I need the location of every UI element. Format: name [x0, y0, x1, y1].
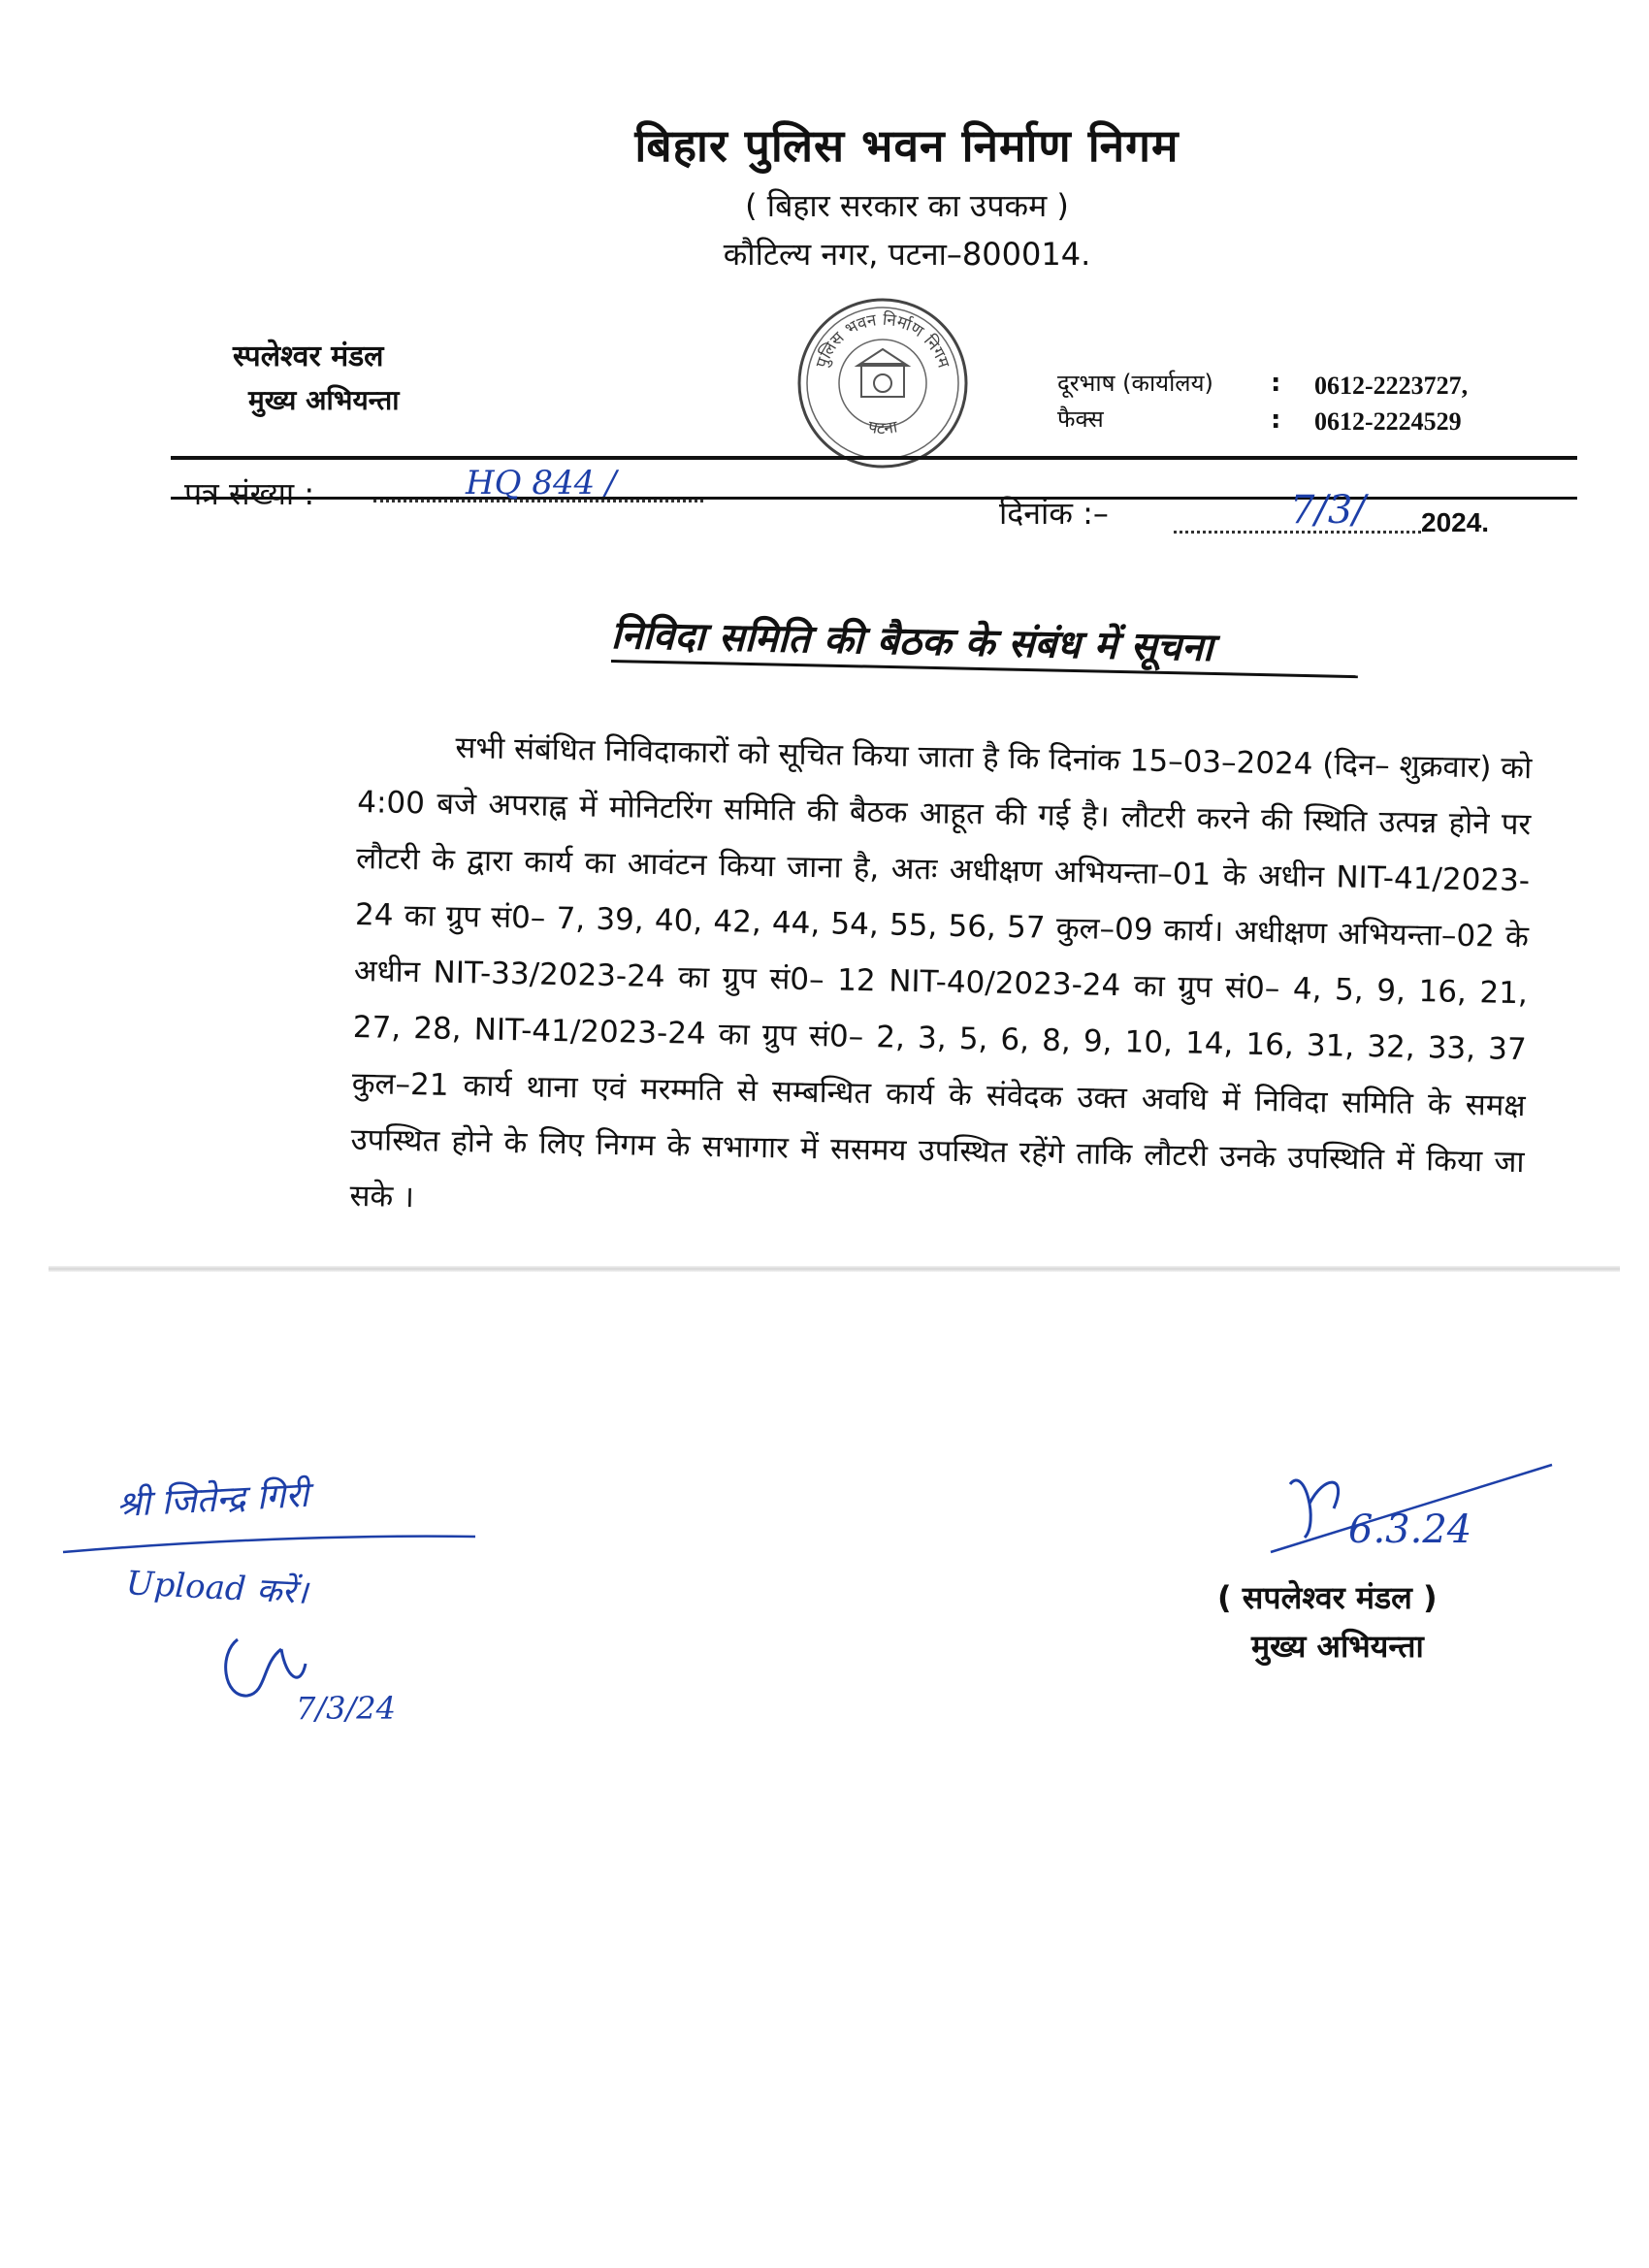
- organization-subtitle: ( बिहार सरकार का उपकम ): [745, 187, 1069, 224]
- date-label: दिनांक :–: [999, 495, 1109, 532]
- signatory-designation: मुख्य अभियन्ता: [1251, 1628, 1424, 1665]
- signature-scribble: [1251, 1445, 1571, 1571]
- svg-text:पटना: [866, 417, 899, 438]
- fax-label: फैक्स: [1057, 405, 1104, 433]
- fax-number: 0612-2224529: [1314, 407, 1462, 436]
- officer-name: स्पलेश्वर मंडल: [233, 340, 384, 373]
- handwritten-note-instruction: Upload करें।: [124, 1564, 309, 1612]
- handwritten-note-name: श्री जितेन्द्र गिरी: [115, 1474, 310, 1526]
- signature-date: 6.3.24: [1348, 1507, 1472, 1552]
- seal-bottom-text: पटना: [866, 417, 899, 439]
- seal-top-text: पुलिस भवन निर्माण निगम: [812, 309, 954, 371]
- organization-name: बिहार पुलिस भवन निर्माण निगम: [634, 119, 1180, 172]
- date-year: 2024.: [1421, 507, 1490, 537]
- notice-title: निविदा समिति की बैठक के संबंध में सूचना: [610, 613, 1214, 670]
- letter-number-label: पत्र संख्या :: [184, 475, 315, 512]
- handwritten-note-date: 7/3/24: [296, 1690, 396, 1727]
- signatory-name: ( सपलेश्वर मंडल ): [1217, 1579, 1438, 1616]
- letter-number-handwritten: HQ 844 /: [466, 464, 617, 502]
- phone-separator: :: [1271, 369, 1281, 398]
- organization-address: कौटिल्य नगर, पटना–800014.: [723, 236, 1091, 273]
- notice-body: [349, 718, 1533, 1247]
- header-rule-thick: [171, 456, 1577, 460]
- official-seal: [795, 296, 970, 470]
- fax-separator: :: [1271, 405, 1281, 435]
- notice-body-text: सभी संबंधित निविदाकारों को सूचित किया जाता है कि दिनांक 15–03–2024 (दिन– शुक्रवार) को 4:00 बजे अपराह्न में मोनिटरिंग समिति की बैठक आहूत की गई है। लौटरी करने की स्थिति उत्पन्न होने पर लौटरी के द्वारा कार्य का आवंटन किया जाना है, अतः अधीक्षण अभियन्ता–01 के अधीन NIT-41/2023-24 का ग्रुप सं0– 7, 39, 40, 42, 44, 54, 55, 56, 57 कुल–09 कार्य। अधीक्षण अभियन्ता–02 के अधीन NIT-33/2023-24 का ग्रुप सं0– 12 NIT-40/2023-24 का ग्रुप सं0– 4, 5, 9, 16, 21, 27, 28, NIT-41/2023-24 का ग्रुप सं0– 2, 3, 5, 6, 8, 9, 10, 14, 16, 31, 32, 33, 37 कुल–21 कार्य थाना एवं मरम्मति से सम्बन्धित कार्य के संवेदक उक्त अवधि में निविदा समिति के समक्ष उपस्थित होने के लिए निगम के सभागार में ससमय उपस्थित रहेंगे ताकि लौटरी उनके उपस्थिति में किया जा सके ।: [349, 729, 1533, 1215]
- paper-fold-mark: [48, 1266, 1620, 1272]
- officer-designation: मुख्य अभियन्ता: [248, 384, 400, 416]
- phone-label: दूरभाष (कार्यालय): [1057, 370, 1213, 397]
- phone-number: 0612-2223727,: [1314, 372, 1469, 400]
- date-handwritten: 7/3/: [1290, 488, 1366, 533]
